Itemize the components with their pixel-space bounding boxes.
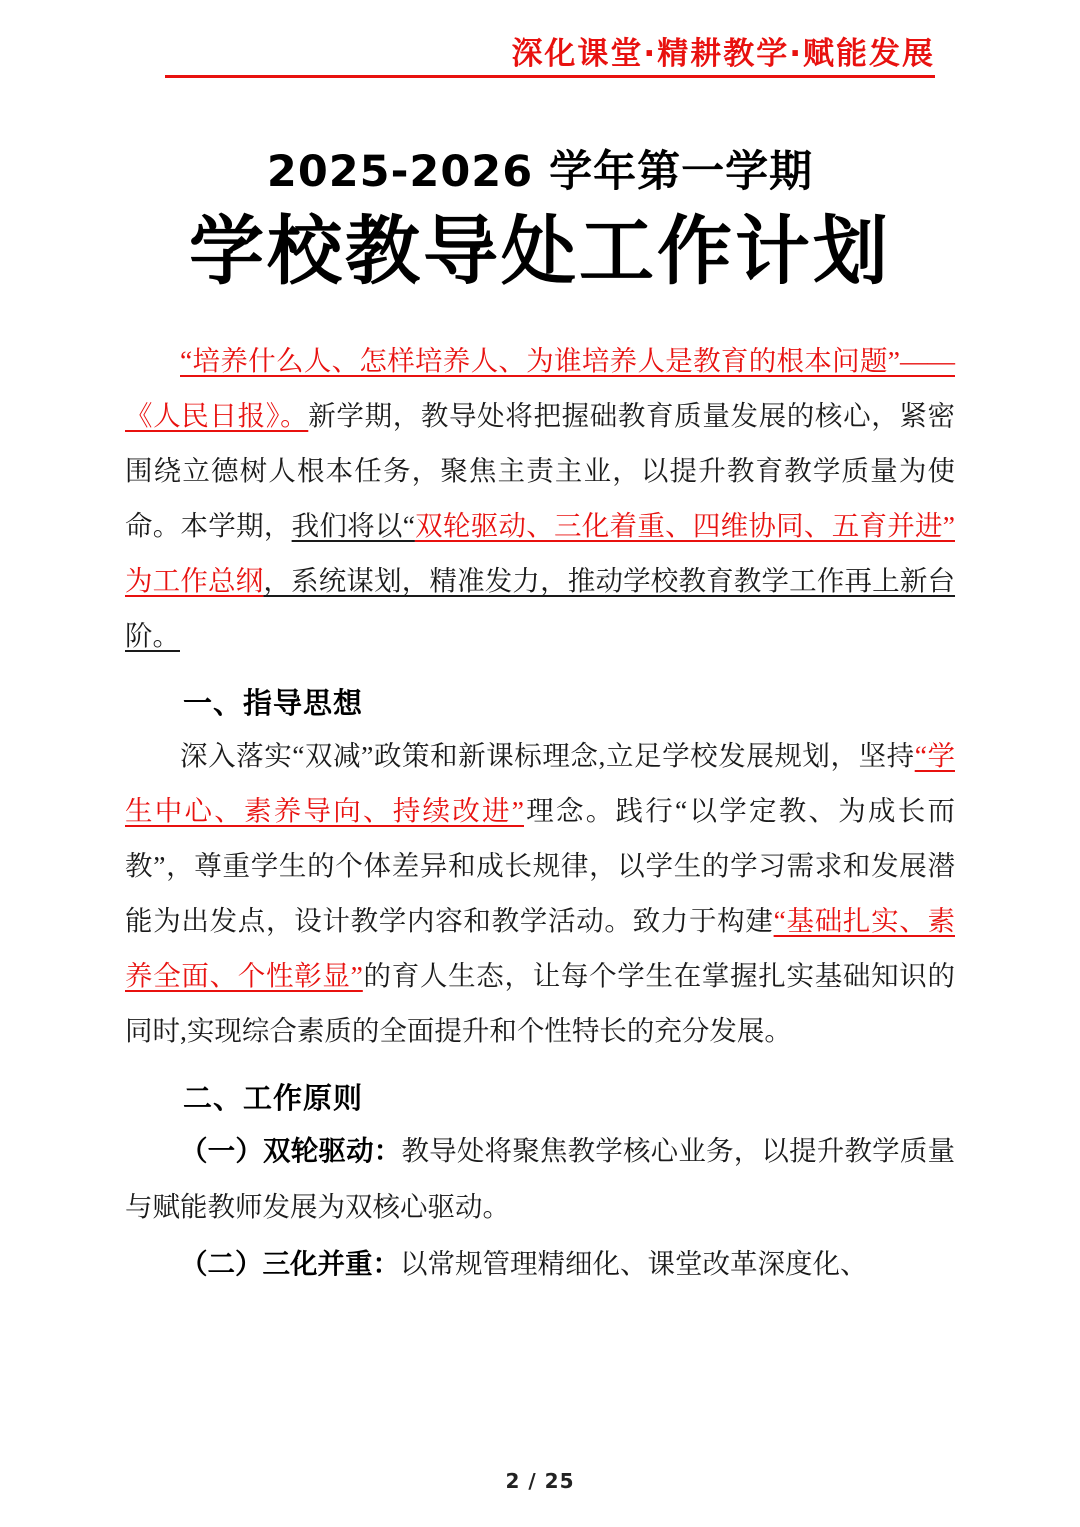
document-body [125, 333, 955, 1292]
text-segment: 深入落实“双减”政策和新课标理念,立足学校发展规划，坚持 [180, 740, 915, 771]
intro-quote: “培养什么人、怎样培养人、为谁培养人是教育的根本问题”——《人民日报》。 [125, 345, 955, 431]
section-heading-work-principles: 二、工作原则 [183, 1081, 364, 1115]
intro-text-part1: 新学期，教导处将把握础教育质量发展的核心，紧密围绕立德树人根本任务，聚焦主责主业，以提升教育教学质量为使命。本学期， [125, 400, 956, 541]
intro-text-part3: ，系统谋划，精准发力，推动学校教育教学工作再上新台阶。 [125, 565, 956, 651]
page-title: 学校教导处工作计划 [188, 207, 891, 295]
intro-red-motto: 双轮驱动、三化着重、四维协同、五育并进”为工作总纲 [125, 510, 955, 596]
highlight-education-ecology: “基础扎实、素养全面、个性彰显” [125, 905, 955, 991]
document-subtitle: 2025-2026 学年第一学期 [266, 147, 814, 197]
text-segment: 理念。践行“以学定教、为成长而教”，尊重学生的个体差异和成长规律，以学生的学习需求和发展潜能为出发点，设计教学内容和教学活动。致力于构建 [125, 795, 955, 936]
highlight-student-centered: “学生中心、素养导向、持续改进” [125, 740, 955, 826]
principle-2-label: （二）三化并重： [180, 1248, 400, 1280]
text-segment: 的育人生态，让每个学生在掌握扎实基础知识的同时,实现综合素质的全面提升和个性特长的充分发展。 [125, 960, 955, 1046]
section-heading-guiding-thought: 一、指导思想 [183, 686, 364, 720]
principle-1-label: （一）双轮驱动： [180, 1135, 402, 1167]
principle-1-text: 教导处将聚焦教学核心业务，以提升教学质量与赋能教师发展为双核心驱动。 [125, 1135, 956, 1222]
section-1-paragraph [125, 728, 955, 1058]
intro-underline-lead: 我们将以“ [291, 510, 415, 541]
intro-paragraph [125, 333, 955, 663]
principle-item-2 [125, 1236, 955, 1292]
principle-2-text: 以常规管理精细化、课堂改革深度化、 [400, 1248, 868, 1279]
header-banner-text: 深化课堂·精耕教学·赋能发展 [511, 36, 935, 72]
header-divider [165, 75, 935, 78]
page-header [125, 0, 955, 96]
principle-item-1 [125, 1123, 955, 1234]
page-number-indicator: 2 / 25 [505, 1469, 575, 1493]
